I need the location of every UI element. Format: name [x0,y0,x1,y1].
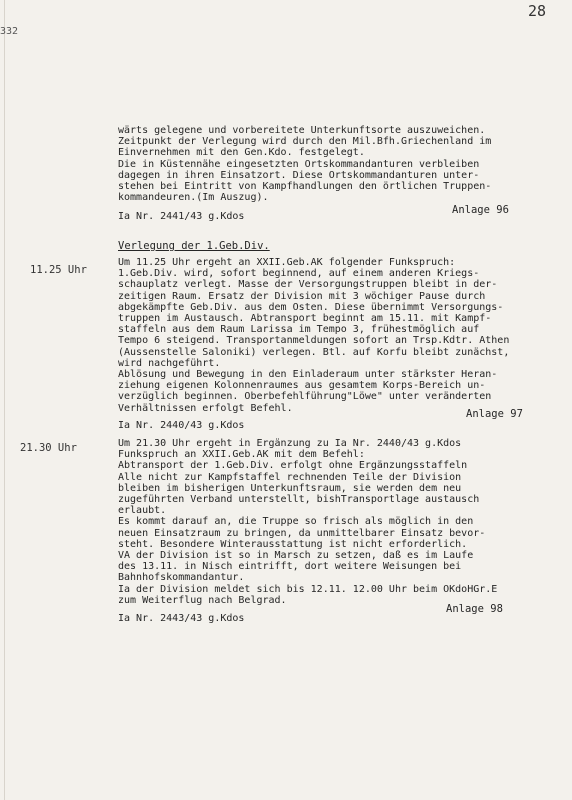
block1-reference: Ia Nr. 2441/43 g.Kdos [118,211,245,222]
section-heading: Verlegung der 1.Geb.Div. [118,240,270,252]
block1-text: wärts gelegene und vorbereitete Unterkunftsorte auszuweichen. Zeitpunkt der Verlegung wird durch den Mil.Bfh.Griechenland im Einvernehmen mit den Gen.Kdo. festgelegt. Die in Küstennähe eingesetzten Ortskommandanturen verbleiben dagegen in ihren Einsatzort. Diese Ortskommandanturen unter- stehen bei Eintritt von Kampfhandlungen den örtlichen Truppen- kommandeuren.(Im Auszug). [118,125,492,204]
page-number: 28 [527,2,546,20]
block3-reference: Ia Nr. 2443/43 g.Kdos [118,613,245,624]
block3-text: Um 21.30 Uhr ergeht in Ergänzung zu Ia Nr. 2440/43 g.Kdos Funkspruch an XXII.Geb.AK mit dem Befehl: Abtransport der 1.Geb.Div. erfolgt ohne Ergänzungsstaffeln Alle nicht zur Kampfstaffel rechnenden Teile der Division bleiben im bisherigen Unterkunftsraum, sie werden dem neu zugeführten Verband unterstellt, bishTransportlage austausch erlaubt. Es kommt darauf an, die Truppe so frisch als möglich in den neuen Einsatzraum zu bringen, da unmittelbarer Einsatz bevor- steht. Besondere Winterausstattung ist nicht erforderlich. VA der Division ist so in Marsch zu setzen, daß es im Laufe des 13.11. in Nisch eintrifft, dort weitere Weisungen bei Bahnhofskommandantur. Ia der Division meldet sich bis 12.11. 12.00 Uhr beim OKdoHGr.E zum Weiterflug nach Belgrad. [118,438,498,606]
block2-reference: Ia Nr. 2440/43 g.Kdos [118,420,245,431]
block1-anlage: Anlage 96 [452,204,509,216]
block2-anlage: Anlage 97 [466,408,523,420]
corner-mark: 332 [0,26,19,37]
time-note-2130: 21.30 Uhr [20,442,77,454]
block2-text: Um 11.25 Uhr ergeht an XXII.Geb.AK folgender Funkspruch: 1.Geb.Div. wird, sofort beginnend, auf einem anderen Kriegs- schauplatz verlegt. Masse der Versorgungstruppen bleibt in der- zeitigen Raum. Ersatz der Division mit 3 wöchiger Pause durch abgekämpfte Geb.Div. aus dem Osten. Diese übernimmt Versorgungs- truppen im Austausch. Abtransport beginnt am 15.11. mit Kampf- staffeln aus dem Raum Larissa im Tempo 3, frühestmöglich auf Tempo 6 steigend. Transportanmeldungen sofort an Trsp.Kdtr. Athen (Aussenstelle Saloniki) verlegen. Btl. auf Korfu bleibt zunächst, wird nachgeführt. Ablösung und Bewegung in den Einladeraum unter stärkster Heran- ziehung eigenen Kolonnenraumes aus gesamtem Korps-Bereich un- verzüglich beginnen. Oberbefehlführung"Löwe" unter veränderten Verhältnissen erfolgt Befehl. [118,257,510,414]
page-edge-line [4,0,5,800]
time-note-1125: 11.25 Uhr [30,264,87,276]
block3-anlage: Anlage 98 [446,603,503,615]
